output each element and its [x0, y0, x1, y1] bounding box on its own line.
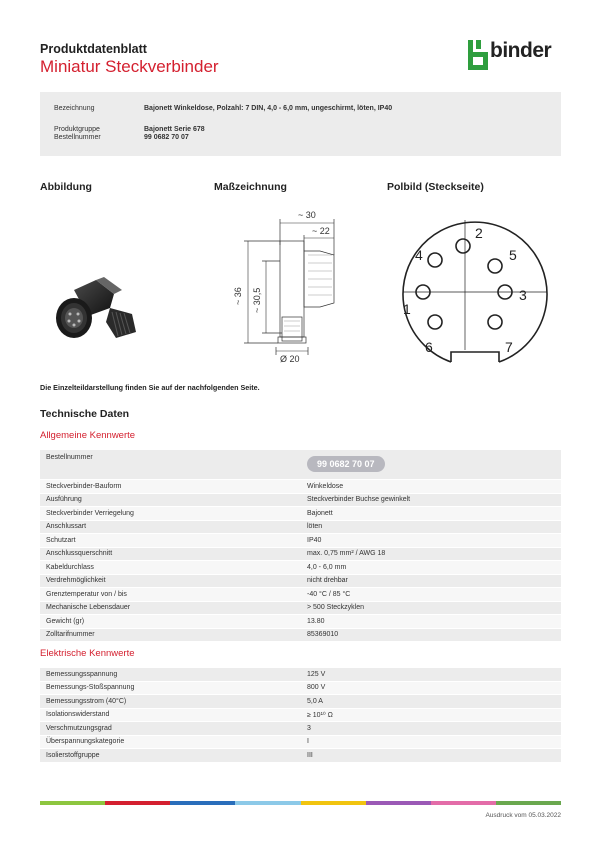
footer-color-segment	[431, 801, 496, 805]
info-key-bezeichnung: Bezeichnung	[54, 105, 95, 112]
pin-label-6: 6	[425, 339, 433, 355]
dim-height-36: ~ 36	[233, 287, 243, 305]
spec-key: Schutzart	[40, 534, 301, 548]
footer-color-segment	[170, 801, 235, 805]
dim-diameter-20: Ø 20	[280, 354, 300, 364]
section-abbildung: Abbildung	[40, 181, 92, 193]
info-value-bezeichnung: Bajonett Winkeldose, Polzahl: 7 DIN, 4,0 - 6,0 mm, ungeschirmt, löten, IP40	[144, 105, 393, 112]
pin-label-3: 3	[519, 287, 527, 303]
spec-key: Bestellnummer	[40, 450, 301, 480]
spec-value: nicht drehbar	[301, 574, 561, 588]
general-specs-heading: Allgemeine Kennwerte	[40, 430, 136, 441]
spec-value: Steckverbinder Buchse gewinkelt	[301, 493, 561, 507]
spec-key: Verdrehmöglichkeit	[40, 574, 301, 588]
pin-label-2: 2	[475, 225, 483, 241]
table-row	[40, 480, 561, 494]
pin-label-5: 5	[509, 247, 517, 263]
spec-value: 800 V	[301, 681, 561, 695]
footer-color-segment	[105, 801, 170, 805]
logo-text: binder	[490, 39, 552, 62]
spec-value: max. 0,75 mm² / AWG 18	[301, 547, 561, 561]
spec-key: Gewicht (gr)	[40, 615, 301, 629]
document-title: Miniatur Steckverbinder	[40, 57, 219, 76]
dim-height-30-5: ~ 30,5	[252, 287, 262, 313]
spec-key: Isolationswiderstand	[40, 708, 301, 722]
spec-value: I	[301, 735, 561, 749]
table-row	[40, 601, 561, 615]
detail-note: Die Einzelteildarstellung finden Sie auf der nachfolgenden Seite.	[40, 383, 260, 392]
spec-key: Zolltarifnummer	[40, 628, 301, 642]
spec-key: Bemessungsspannung	[40, 668, 301, 681]
spec-value: IP40	[301, 534, 561, 548]
order-number-badge: 99 0682 70 07	[307, 456, 385, 472]
table-row	[40, 668, 561, 681]
spec-value: 3	[301, 722, 561, 736]
spec-value: ≥ 10¹⁰ Ω	[301, 708, 561, 722]
table-row	[40, 534, 561, 548]
dimension-drawing	[214, 205, 374, 370]
table-row	[40, 695, 561, 709]
pin-label-1: 1	[403, 301, 411, 317]
table-row	[40, 722, 561, 736]
table-row	[40, 561, 561, 575]
footer-color-segment	[235, 801, 300, 805]
table-row	[40, 574, 561, 588]
dim-width-22: ~ 22	[312, 226, 330, 236]
footer-color-segment	[40, 801, 105, 805]
spec-value: III	[301, 749, 561, 763]
spec-key: Mechanische Lebensdauer	[40, 601, 301, 615]
spec-key: Grenztemperatur von / bis	[40, 588, 301, 602]
spec-key: Steckverbinder-Bauform	[40, 480, 301, 494]
spec-value: 125 V	[301, 668, 561, 681]
spec-value: Winkeldose	[301, 480, 561, 494]
dim-width-30: ~ 30	[298, 210, 316, 220]
footer-color-segment	[496, 801, 561, 805]
footer-color-segment	[301, 801, 366, 805]
info-key-produktgruppe: Produktgruppe	[54, 126, 100, 133]
spec-key: Anschlussquerschnitt	[40, 547, 301, 561]
table-row	[40, 628, 561, 642]
spec-key: Ausführung	[40, 493, 301, 507]
table-row	[40, 615, 561, 629]
spec-value: -40 °C / 85 °C	[301, 588, 561, 602]
section-polbild: Polbild (Steckseite)	[387, 181, 484, 193]
spec-value: 85369010	[301, 628, 561, 642]
spec-key: Überspannungskategorie	[40, 735, 301, 749]
electrical-specs-table	[40, 668, 561, 763]
spec-key: Bemessungsstrom (40°C)	[40, 695, 301, 709]
binder-logo	[468, 39, 552, 75]
spec-key: Steckverbinder Verriegelung	[40, 507, 301, 521]
spec-key: Isolierstoffgruppe	[40, 749, 301, 763]
pin-label-7: 7	[505, 339, 513, 355]
spec-value: Bajonett	[301, 507, 561, 521]
spec-key: Kabeldurchlass	[40, 561, 301, 575]
spec-key: Verschmutzungsgrad	[40, 722, 301, 736]
binder-logo-icon	[468, 40, 490, 70]
spec-value	[301, 450, 561, 480]
spec-value: 13.80	[301, 615, 561, 629]
technical-data-heading: Technische Daten	[40, 408, 130, 420]
spec-value: > 500 Steckzyklen	[301, 601, 561, 615]
electrical-specs-heading: Elektrische Kennwerte	[40, 648, 135, 659]
pin-label-4: 4	[415, 247, 423, 263]
section-masszeichnung: Maßzeichnung	[214, 181, 287, 193]
table-row	[40, 493, 561, 507]
document-type-label: Produktdatenblatt	[40, 42, 147, 56]
spec-value: 4,0 - 6,0 mm	[301, 561, 561, 575]
spec-key: Anschlussart	[40, 520, 301, 534]
info-value-produktgruppe: Bajonett Serie 678	[144, 126, 205, 133]
info-key-bestellnummer: Bestellnummer	[54, 134, 101, 141]
table-row	[40, 547, 561, 561]
spec-value: löten	[301, 520, 561, 534]
general-specs-table	[40, 450, 561, 642]
table-row	[40, 749, 561, 763]
pin-layout-drawing	[395, 210, 555, 370]
footer-color-bar	[40, 801, 561, 805]
table-row	[40, 507, 561, 521]
product-info-box	[40, 92, 561, 156]
table-row	[40, 681, 561, 695]
footer-color-segment	[366, 801, 431, 805]
spec-value: 5,0 A	[301, 695, 561, 709]
table-row	[40, 708, 561, 722]
table-row	[40, 735, 561, 749]
table-row	[40, 520, 561, 534]
table-row	[40, 588, 561, 602]
table-row-order-number	[40, 450, 561, 480]
connector-product-image	[44, 272, 144, 344]
spec-key: Bemessungs-Stoßspannung	[40, 681, 301, 695]
print-date: Ausdruck vom 05.03.2022	[485, 812, 561, 819]
info-value-bestellnummer: 99 0682 70 07	[144, 134, 189, 141]
